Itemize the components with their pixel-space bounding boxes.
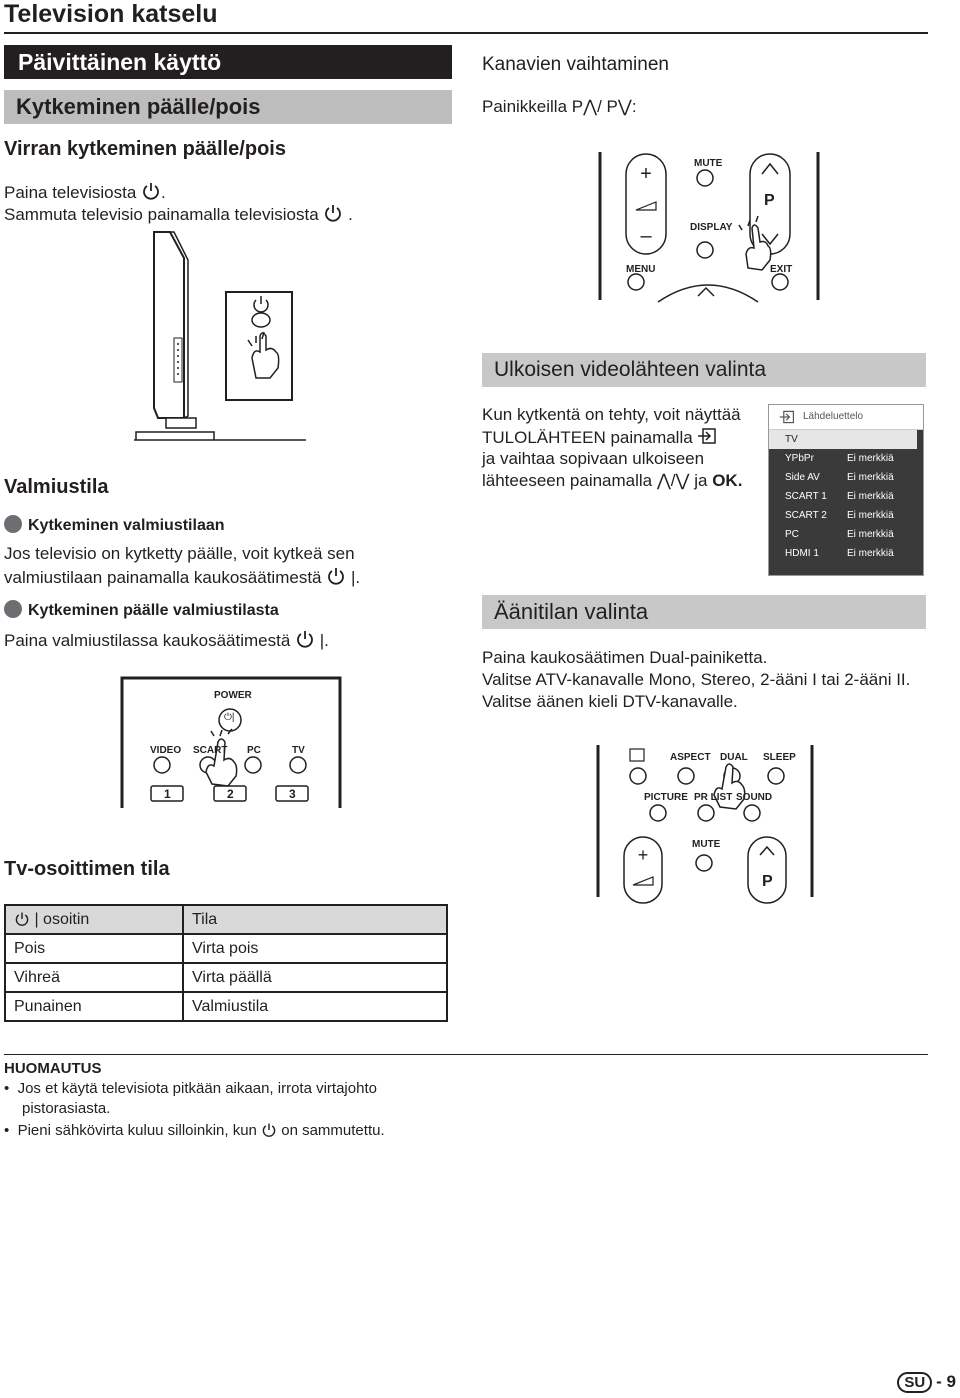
remote3-mute-label: MUTE <box>692 839 721 850</box>
power-icon <box>14 911 30 927</box>
remote1-number-3: 3 <box>289 787 296 801</box>
table-cell: Virta pois <box>183 934 447 963</box>
power-icon <box>323 203 343 223</box>
table-cell: Punainen <box>5 992 183 1021</box>
audio-line-3: Valitse äänen kieli DTV-kanavalle. <box>482 692 738 711</box>
power-text-1: Paina televisiosta . <box>4 183 166 202</box>
audio-line-1: Paina kaukosäätimen Dual-painiketta. <box>482 648 768 667</box>
channel-down-icon: ⋁ <box>617 97 632 116</box>
source-line-4: lähteeseen painamalla ⋀/⋁ ja OK. <box>482 471 743 490</box>
source-line-1: Kun kytkentä on tehty, voit näyttää <box>482 405 741 424</box>
list-item[interactable]: TV <box>769 430 917 449</box>
remote3-p-label: P <box>762 873 773 890</box>
source-list-menu <box>768 404 924 576</box>
standby-power-icon <box>326 566 346 586</box>
note-heading: HUOMAUTUS <box>4 1060 102 1077</box>
list-item[interactable]: YPbPr Ei merkkiä <box>785 453 894 464</box>
indicator-heading: Tv-osoittimen tila <box>4 858 170 880</box>
remote3-dual-label: DUAL <box>720 752 748 763</box>
standby-item1-line2: valmiustilaan painamalla kaukosäätimestä |. <box>4 568 361 587</box>
tv-side-illustration <box>130 228 310 443</box>
remote1-label-pc: PC <box>247 745 261 756</box>
standby-power-icon <box>295 629 315 649</box>
remote3-aspect-label: ASPECT <box>670 752 711 763</box>
list-item[interactable]: SCART 2 Ei merkkiä <box>785 510 894 521</box>
subsection-title: Kytkeminen päälle/pois <box>16 94 261 119</box>
bullet-dot <box>4 515 22 533</box>
svg-text:+: + <box>637 845 649 865</box>
table-header-row <box>5 905 447 934</box>
remote1-label-scart: SCART <box>193 745 228 756</box>
standby-item1-title: Kytkeminen valmiustilaan <box>4 515 225 535</box>
remote3-picture-label: PICTURE <box>644 792 688 803</box>
table-cell: Valmiustila <box>183 992 447 1021</box>
remote2-mute-label: MUTE <box>694 158 723 169</box>
list-item[interactable]: SCART 1 Ei merkkiä <box>785 491 894 502</box>
remote1-label-tv: TV <box>292 745 305 756</box>
bullet-dot <box>4 600 22 618</box>
remote1-power-label: POWER <box>214 690 252 701</box>
table-header-cell: Tila <box>183 905 447 934</box>
remote1-power-button-icon: ⏻| <box>224 712 235 723</box>
channel-up-icon: ⋀ <box>583 97 598 116</box>
power-text-2: Sammuta televisio painamalla televisiosta . <box>4 205 353 224</box>
svg-text:–: – <box>640 225 652 247</box>
input-icon <box>697 426 717 446</box>
title-divider <box>4 32 928 34</box>
page-title: Television katselu <box>4 0 218 28</box>
note-item-1-cont: pistorasiasta. <box>22 1100 111 1117</box>
remote2-menu-label: MENU <box>626 264 656 275</box>
section-title-bar <box>4 45 452 79</box>
remote-power-illustration <box>120 676 342 808</box>
remote-channel-illustration <box>598 150 820 305</box>
standby-item2-line1: Paina valmiustilassa kaukosäätimestä |. <box>4 631 329 650</box>
remote-dual-illustration <box>596 745 814 897</box>
page-number: SU - 9 <box>897 1372 956 1393</box>
remote3-prlist-label: PR LIST <box>694 792 733 803</box>
table-cell: Pois <box>5 934 183 963</box>
standby-item2-title: Kytkeminen päälle valmiustilasta <box>4 600 279 620</box>
source-line-2: TULOLÄHTEEN painamalla <box>482 426 717 448</box>
section-title: Päivittäinen käyttö <box>18 49 222 75</box>
power-icon <box>141 181 161 201</box>
standby-item1-line1: Jos televisio on kytketty päälle, voit kytkeä sen <box>4 544 355 563</box>
note-item-2: • Pieni sähkövirta kuluu silloinkin, kun on sammutettu. <box>4 1122 385 1139</box>
source-list-title: Lähdeluettelo <box>803 411 864 422</box>
power-icon <box>261 1122 277 1138</box>
language-badge: SU <box>897 1372 932 1393</box>
remote2-display-label: DISPLAY <box>690 222 733 233</box>
list-item[interactable]: HDMI 1 Ei merkkiä <box>785 548 894 559</box>
remote1-label-video: VIDEO <box>150 745 182 756</box>
indicator-table <box>4 904 448 1022</box>
remote2-exit-label: EXIT <box>770 264 793 275</box>
power-heading: Virran kytkeminen päälle/pois <box>4 138 286 160</box>
table-cell: Virta päällä <box>183 963 447 992</box>
remote1-number-1: 1 <box>164 787 171 801</box>
channel-heading: Kanavien vaihtaminen <box>482 54 669 75</box>
audio-line-2: Valitse ATV-kanavalle Mono, Stereo, 2-ääni I tai 2-ääni II. <box>482 670 911 689</box>
table-header-cell: | osoitin <box>5 905 183 934</box>
table-row <box>5 992 447 1021</box>
list-item[interactable]: PC Ei merkkiä <box>785 529 894 540</box>
note-divider <box>4 1054 928 1055</box>
standby-heading: Valmiustila <box>4 476 109 498</box>
list-item[interactable]: Side AV Ei merkkiä <box>785 472 894 483</box>
remote3-sound-label: SOUND <box>736 792 773 803</box>
audio-title: Äänitilan valinta <box>494 599 649 624</box>
table-row <box>5 934 447 963</box>
note-item-1: • Jos et käytä televisiota pitkään aikaan, irrota virtajohto <box>4 1080 377 1097</box>
audio-title-bar <box>482 595 926 629</box>
source-title-bar <box>482 353 926 387</box>
channel-text: Painikkeilla P⋀/ P⋁: <box>482 97 637 116</box>
source-line-3: ja vaihtaa sopivaan ulkoiseen <box>482 449 705 468</box>
remote1-number-2: 2 <box>227 787 234 801</box>
subsection-title-bar <box>4 90 452 124</box>
source-list-header <box>769 405 923 430</box>
table-row <box>5 963 447 992</box>
remote3-sleep-label: SLEEP <box>763 752 796 763</box>
input-icon <box>779 409 795 425</box>
up-down-icon: ⋀/⋁ <box>656 471 690 490</box>
source-title: Ulkoisen videolähteen valinta <box>494 358 767 381</box>
remote2-p-label: P <box>764 192 775 209</box>
svg-text:+: + <box>640 163 652 185</box>
table-cell: Vihreä <box>5 963 183 992</box>
